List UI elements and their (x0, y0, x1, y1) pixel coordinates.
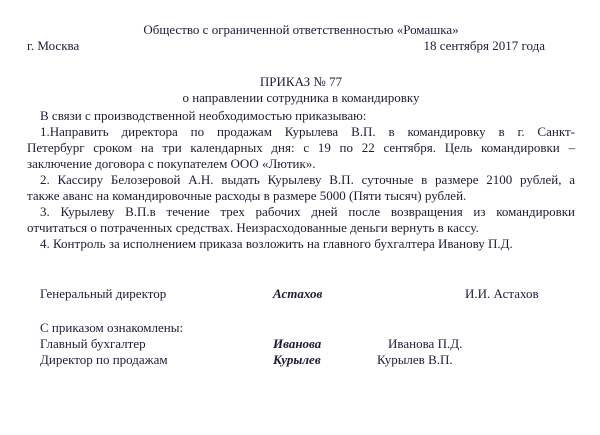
handwritten-signature: Иванова (273, 336, 322, 351)
signature-row (40, 352, 575, 368)
signer-name: Курылев В.П. (377, 352, 453, 367)
handwritten-signature: Астахов (273, 286, 323, 301)
meta-row (27, 38, 575, 54)
handwritten-signature: Курылев (273, 352, 321, 367)
order-line: 1.Направить директора по продажам Курылева В.П. в командировку в г. Санкт- (40, 124, 575, 139)
signer-name: И.И. Астахов (465, 286, 539, 301)
acknowledged-label: С приказом ознакомлены: (40, 320, 184, 335)
order-paragraph-1 (27, 124, 575, 172)
signature-row (40, 336, 575, 352)
acknowledged-signatures (40, 336, 575, 368)
city-label: г. Москва (27, 38, 80, 53)
order-line: 4. Контроль за исполнением приказа возложить на главного бухгалтера Иванову П.Д. (40, 236, 513, 251)
order-subject: о направлении сотрудника в командировку (182, 90, 420, 105)
order-paragraph-4 (27, 236, 575, 252)
order-line: также аванс на командировочные расходы в размере 5000 (Пяти тысяч) рублей. (27, 188, 467, 203)
order-body (27, 108, 575, 252)
order-line: Петербург сроком на три календарных дня: с 19 по 22 сентября. Цель командировки – (27, 140, 575, 155)
order-intro: В связи с производственной необходимостью приказываю: (40, 108, 367, 123)
director-signature-row (40, 286, 575, 302)
order-line: отчитаться о потраченных средствах. Неизрасходованные деньги вернуть в кассу. (27, 220, 479, 235)
signer-name: Иванова П.Д. (388, 336, 463, 351)
position-label: Главный бухгалтер (40, 336, 146, 351)
order-line: 3. Курылеву В.П.в течение трех рабочих дней после возвращения из командировки (40, 204, 575, 219)
order-line: заключение договора с покупателем ООО «Лютик». (27, 156, 316, 171)
position-label: Директор по продажам (40, 352, 168, 367)
company-name: Общество с ограниченной ответственностью «Ромашка» (143, 22, 459, 37)
signature-block (40, 286, 575, 302)
date-label: 18 сентября 2017 года (423, 38, 545, 53)
order-paragraph-3 (27, 204, 575, 236)
position-label: Генеральный директор (40, 286, 167, 301)
order-line: 2. Кассиру Белозеровой А.Н. выдать Курылеву В.П. суточные в размере 2100 рублей, а (40, 172, 575, 187)
order-paragraph-2 (27, 172, 575, 204)
order-title: ПРИКАЗ № 77 (259, 74, 343, 89)
